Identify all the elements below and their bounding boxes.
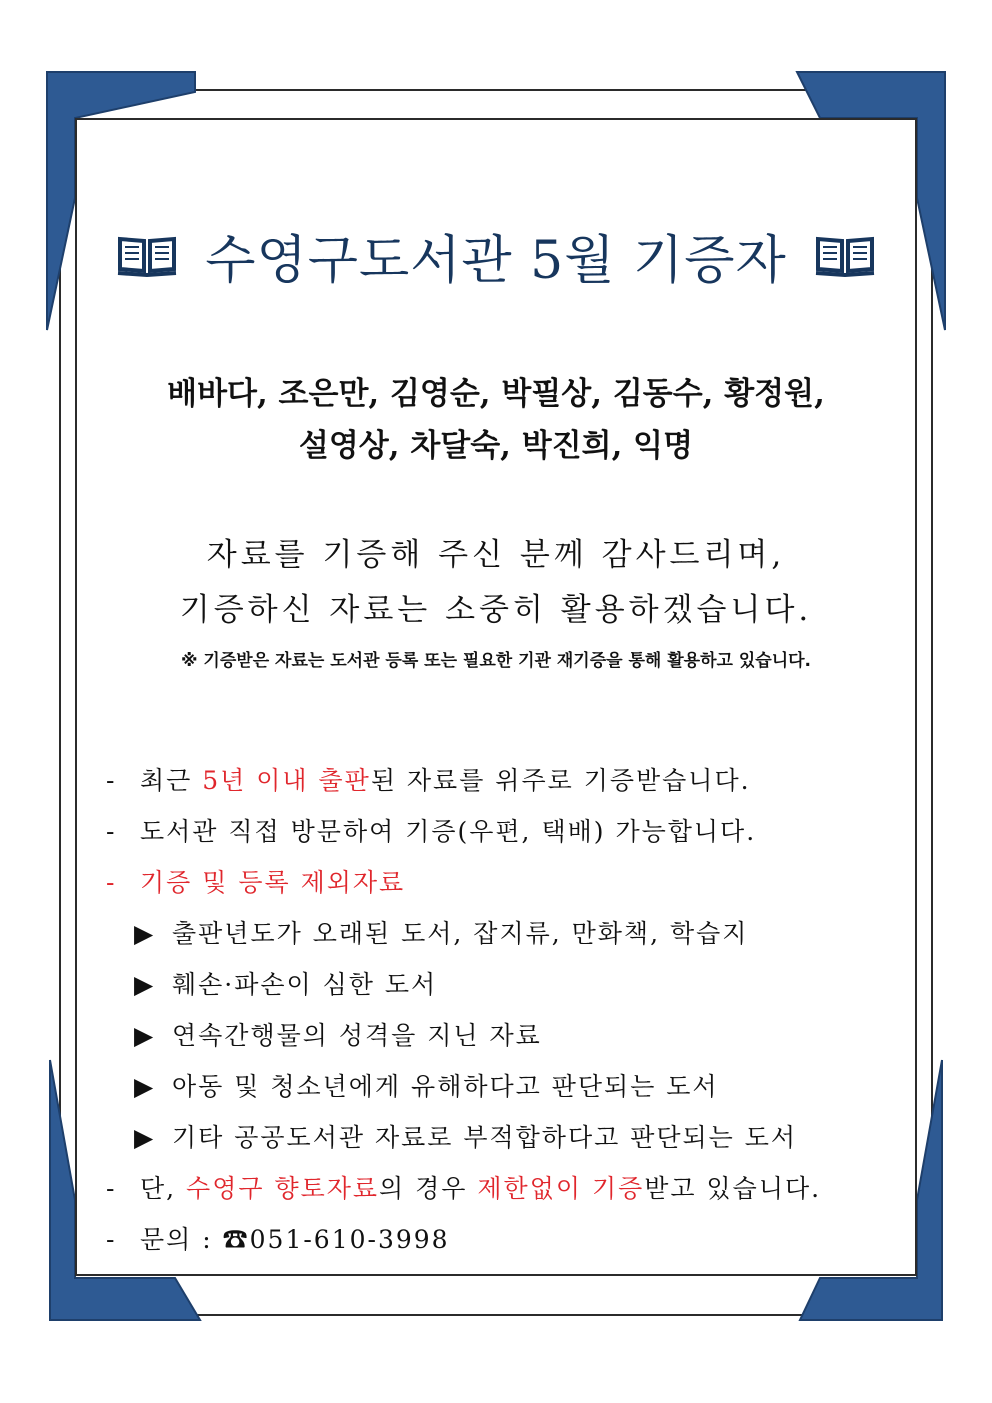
- rule-excluded-heading: - 기증 및 등록 제외자료: [106, 857, 906, 908]
- triangle-bullet-icon: ▶: [134, 919, 156, 948]
- triangle-bullet-icon: ▶: [134, 1123, 156, 1152]
- thanks-line-1: 자료를 기증해 주신 분께 감사드리며,: [206, 537, 786, 573]
- excluded-item: ▶ 아동 및 청소년에게 유해하다고 판단되는 도서: [106, 1061, 906, 1112]
- rule-contact: - 문의 : ☎051-610-3998: [106, 1214, 906, 1265]
- donation-note: ※ 기증받은 자료는 도서관 등록 또는 필요한 기관 재기증을 통해 활용하고 있습니다.: [180, 651, 811, 671]
- triangle-bullet-icon: ▶: [134, 970, 156, 999]
- phone-icon: ☎: [222, 1225, 250, 1254]
- dash-marker: -: [106, 817, 117, 846]
- book-icon: [815, 233, 875, 277]
- thanks-message: [75, 528, 917, 638]
- book-icon: [117, 233, 177, 277]
- excluded-item: ▶ 연속간행물의 성격을 지닌 자료: [106, 1010, 906, 1061]
- thanks-line-2: 기증하신 자료는 소중히 활용하겠습니다.: [179, 592, 813, 628]
- rule-local-materials: - 단, 수영구 향토자료의 경우 제한없이 기증받고 있습니다.: [106, 1163, 906, 1214]
- highlight-local: 수영구 향토자료: [186, 1174, 380, 1203]
- dash-marker: -: [106, 1174, 117, 1203]
- page-title: [75, 215, 917, 295]
- triangle-bullet-icon: ▶: [134, 1021, 156, 1050]
- excluded-item: ▶ 훼손·파손이 심한 도서: [106, 959, 906, 1010]
- triangle-bullet-icon: ▶: [134, 1072, 156, 1101]
- donor-list: [75, 368, 917, 472]
- title-text: 수영구도서관 5월 기증자: [205, 230, 787, 291]
- excluded-item: ▶ 출판년도가 오래된 도서, 잡지류, 만화책, 학습지: [106, 908, 906, 959]
- highlight-unlimited: 제한없이 기증: [477, 1174, 645, 1203]
- highlight-recent: 5년 이내 출판: [202, 766, 371, 795]
- excluded-item: ▶ 기타 공공도서관 자료로 부적합하다고 판단되는 도서: [106, 1112, 906, 1163]
- rule-recent: - 최근 5년 이내 출판된 자료를 위주로 기증받습니다.: [106, 755, 906, 806]
- dash-marker: -: [106, 868, 117, 897]
- donor-line-2: 설영상, 차달숙, 박진희, 익명: [298, 428, 694, 464]
- donor-line-1: 배바다, 조은만, 김영순, 박필상, 김동수, 황정원,: [167, 376, 825, 412]
- dash-marker: -: [106, 766, 117, 795]
- rule-visit: - 도서관 직접 방문하여 기증(우편, 택배) 가능합니다.: [106, 806, 906, 857]
- dash-marker: -: [106, 1225, 117, 1254]
- donation-rules: [106, 755, 906, 1265]
- phone-number[interactable]: 051-610-3998: [249, 1225, 450, 1254]
